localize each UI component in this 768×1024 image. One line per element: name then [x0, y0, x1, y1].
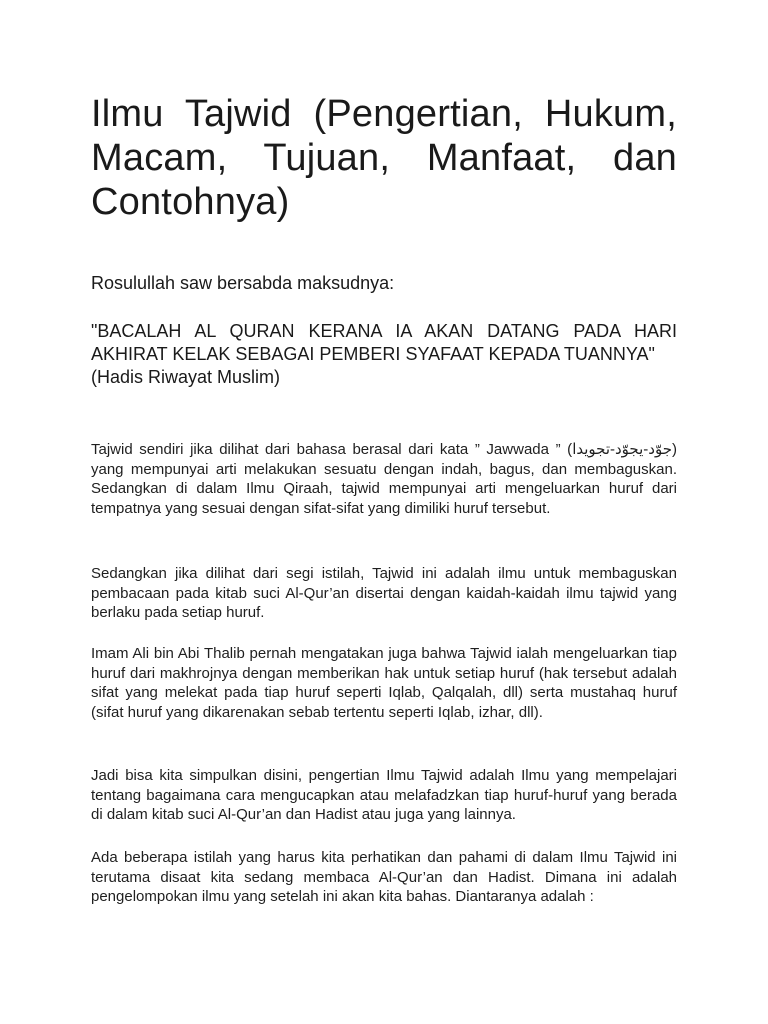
- hadith-quote: [91, 320, 677, 389]
- hadith-quote-text: "BACALAH AL QURAN KERANA IA AKAN DATANG PADA HARI AKHIRAT KELAK SEBAGAI PEMBERI SYAFAAT KEPADA TUANNYA": [91, 321, 677, 364]
- hadith-source: (Hadis Riwayat Muslim): [91, 367, 281, 387]
- lead-sentence: Rosulullah saw bersabda maksudnya:: [91, 273, 395, 293]
- paragraph-definition-term: Sedangkan jika dilihat dari segi istilah, Tajwid ini adalah ilmu untuk membaguskan pembacaan pada kitab suci Al-Qur’an disertai dengan kaidah-kaidah ilmu tajwid yang berlaku pada setiap huruf.: [91, 565, 677, 621]
- paragraph-definition-language: Tajwid sendiri jika dilihat dari bahasa berasal dari kata ” Jawwada ” (جوّد-يجوّد-تجويدا) yang mempunyai arti melakukan sesuatu dengan indah, bagus, dan membaguskan. Sedangkan di dalam Ilmu Qiraah, tajwid mempunyai arti mengeluarkan huruf dari tempatnya yang sesuai dengan sifat-sifat yang dimiliki huruf tersebut.: [91, 441, 677, 517]
- page-title: Ilmu Tajwid (Pengertian, Hukum, Macam, Tujuan, Manfaat, dan Contohnya): [91, 93, 677, 223]
- paragraph-imam-ali: Imam Ali bin Abi Thalib pernah mengatakan juga bahwa Tajwid ialah mengeluarkan tiap huruf dari makhrojnya dengan memberikan hak untuk setiap huruf (hak tersebut adalah sifat yang melekat pada tiap huruf seperti Iqlab, Qalqalah, dll) serta mustahaq huruf (sifat huruf yang dikarenakan sebab tertentu seperti Iqlab, izhar, dll).: [91, 645, 677, 721]
- paragraph-terms-intro: Ada beberapa istilah yang harus kita perhatikan dan pahami di dalam Ilmu Tajwid ini terutama disaat kita sedang membaca Al-Qur’an dan Hadist. Dimana ini adalah pengelompokan ilmu yang setelah ini akan kita bahas. Diantaranya adalah :: [91, 849, 677, 905]
- paragraph-conclusion: Jadi bisa kita simpulkan disini, pengertian Ilmu Tajwid adalah Ilmu yang mempelajari tentang bagaimana cara mengucapkan atau melafadzkan tiap huruf-huruf yang berada di dalam kitab suci Al-Qur’an dan Hadist atau juga yang lainnya.: [91, 767, 677, 823]
